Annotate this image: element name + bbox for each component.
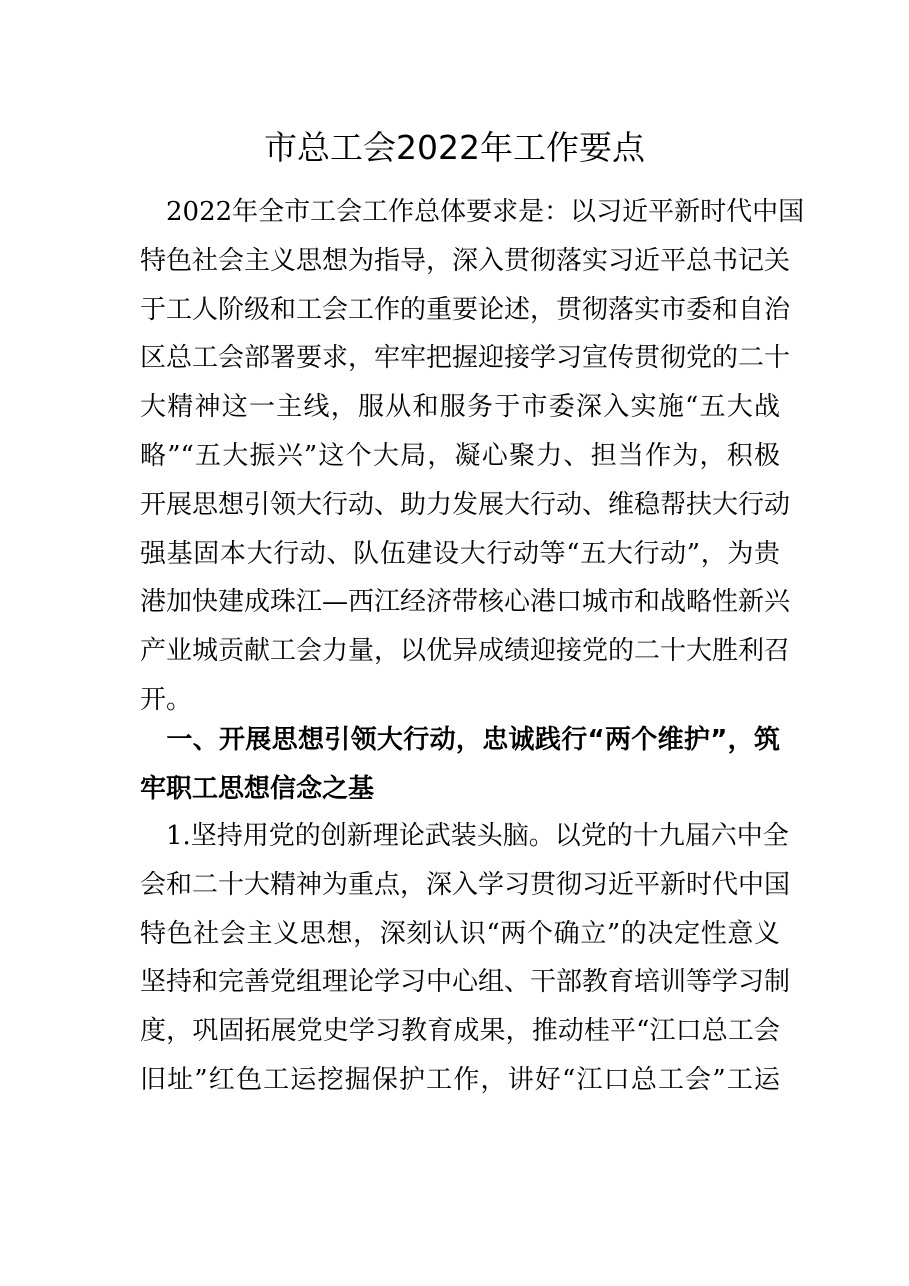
text-line: 区总工会部署要求，牢牢把握迎接学习宣传贯彻党的二十 — [140, 343, 791, 374]
text-line: 会和二十大精神为重点，深入学习贯彻习近平新时代中国 — [140, 869, 791, 900]
text-line: 坚持和完善党组理论学习中心组、干部教育培训等学习制 — [140, 967, 791, 998]
text-line: 开展思想引领大行动、助力发展大行动、维稳帮扶大行动 — [140, 489, 791, 520]
document-title: 市总工会2022年工作要点 — [264, 128, 645, 167]
text-line: 特色社会主义思想，深刻认识“两个确立”的决定性意义 — [140, 918, 780, 949]
text-line: 产业城贡献工会力量，以优异成绩迎接党的二十大胜利召 — [140, 636, 791, 667]
text-line: 1.坚持用党的创新理论武装头脑。以党的十九届六中全 — [140, 821, 789, 851]
text-line: 特色社会主义思想为指导，深入贯彻落实习近平总书记关 — [140, 245, 791, 276]
text-line: 于工人阶级和工会工作的重要论述，贯彻落实市委和自治 — [140, 294, 791, 325]
text-line: 2022年全市工会工作总体要求是：以习近平新时代中国 — [140, 197, 805, 227]
text-line: 港加快建成珠江—西江经济带核心港口城市和战略性新兴 — [140, 587, 791, 618]
intro-paragraph — [140, 188, 805, 725]
text-line: 度，巩固拓展党史学习教育成果，推动桂平“江口总工会 — [140, 1016, 780, 1047]
text-line: 开。 — [140, 684, 193, 715]
text-line: 强基固本大行动、队伍建设大行动等“五大行动”，为贵 — [140, 538, 780, 569]
heading-line: 一、开展思想引领大行动，忠诚践行“两个维护”，筑 — [140, 725, 780, 755]
text-line: 略”“五大振兴”这个大局，凝心聚力、担当作为，积极 — [140, 440, 780, 471]
item-1-paragraph — [140, 812, 791, 1105]
text-line: 大精神这一主线，服从和服务于市委深入实施“五大战 — [140, 392, 780, 423]
text-line: 旧址”红色工运挖掘保护工作，讲好“江口总工会”工运 — [140, 1064, 780, 1095]
section-heading-1 — [140, 716, 780, 814]
heading-line: 牢职工思想信念之基 — [140, 773, 375, 804]
